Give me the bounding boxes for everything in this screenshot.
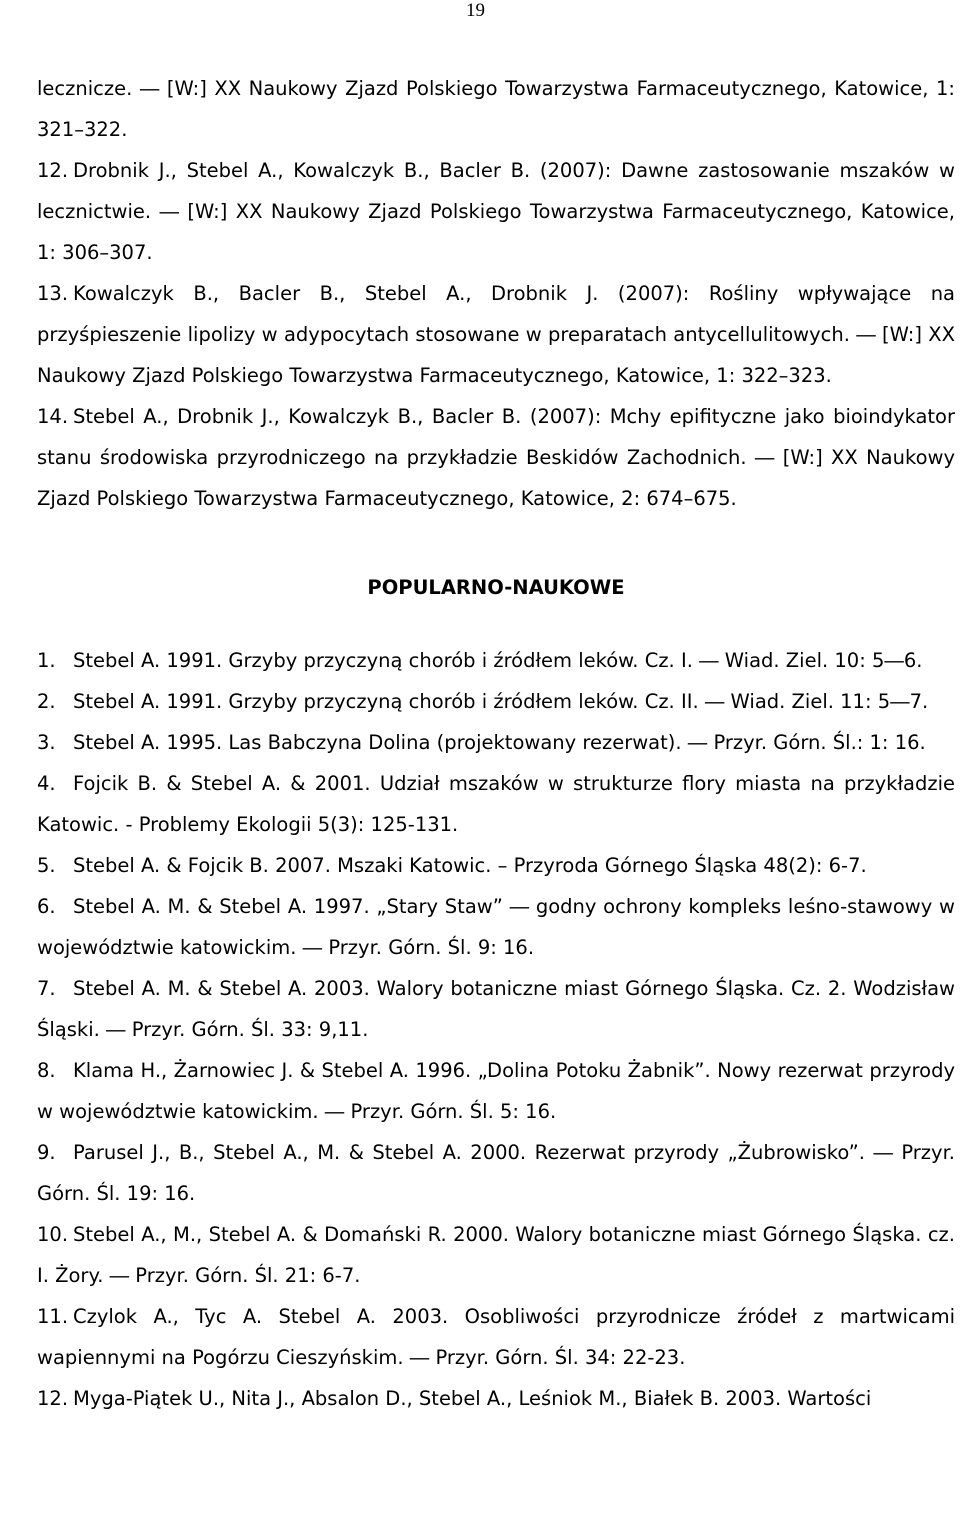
list-item (37, 886, 955, 968)
entry-number: 9. (37, 1141, 56, 1164)
page-number: 19 (466, 0, 485, 21)
entry-number: 5. (37, 854, 56, 877)
entry-text: Stebel A., Drobnik J., Kowalczyk B., Bacler B. (2007): Mchy epifityczne jako bioindykator stanu środowiska przyrodniczego na przykładzie Beskidów Zachodnich. ― [W:] XX Naukowy Zjazd Polskiego Towarzystwa Farmaceutycznego, Katowice, 2: 674–675. (37, 405, 955, 510)
entry-text: Stebel A., M., Stebel A. & Domański R. 2000. Walory botaniczne miast Górnego Śląska. cz. I. Żory. ― Przyr. Górn. Śl. 21: 6-7. (37, 1223, 955, 1287)
list-item (37, 1378, 955, 1419)
entry-number: 14. (37, 405, 69, 428)
document-body (37, 68, 955, 1419)
entry-number: 11. (37, 1305, 69, 1328)
list-item (37, 722, 955, 763)
bibliography-section-scientific (37, 68, 955, 519)
entry-text: Stebel A. & Fojcik B. 2007. Mszaki Katowic. – Przyroda Górnego Śląska 48(2): 6-7. (73, 854, 867, 877)
list-item (37, 396, 955, 519)
list-item (37, 1214, 955, 1296)
entry-number: 2. (37, 690, 56, 713)
entry-number: 12. (37, 159, 69, 182)
bibliography-section-popular (37, 640, 955, 1419)
entry-number: 6. (37, 895, 56, 918)
entry-text: Stebel A. 1991. Grzyby przyczyną chorób i źródłem leków. Cz. I. ― Wiad. Ziel. 10: 5―6. (73, 649, 923, 672)
entry-number: 3. (37, 731, 56, 754)
entry-number: 10. (37, 1223, 69, 1246)
list-item (37, 681, 955, 722)
entry-text: Czylok A., Tyc A. Stebel A. 2003. Osobliwości przyrodnicze źródeł z martwicami wapiennymi na Pogórzu Cieszyńskim. ― Przyr. Górn. Śl. 34: 22-23. (37, 1305, 955, 1369)
list-item (37, 845, 955, 886)
entry-text: lecznicze. ― [W:] XX Naukowy Zjazd Polskiego Towarzystwa Farmaceutycznego, Katowice, 1: 321–322. (37, 77, 955, 141)
list-item (37, 150, 955, 273)
list-item (37, 640, 955, 681)
entry-number: 4. (37, 772, 56, 795)
entry-text: Drobnik J., Stebel A., Kowalczyk B., Bacler B. (2007): Dawne zastosowanie mszaków w lecznictwie. ― [W:] XX Naukowy Zjazd Polskiego Towarzystwa Farmaceutycznego, Katowice, 1: 306–307. (37, 159, 955, 264)
list-item (37, 968, 955, 1050)
entry-text: Parusel J., B., Stebel A., M. & Stebel A. 2000. Rezerwat przyrody „Żubrowisko”. ― Przyr. Górn. Śl. 19: 16. (37, 1141, 955, 1205)
list-item (37, 273, 955, 396)
section-heading: POPULARNO-NAUKOWE (367, 576, 625, 599)
entry-text: Stebel A. M. & Stebel A. 1997. „Stary Staw” ― godny ochrony kompleks leśno-stawowy w województwie katowickim. ― Przyr. Górn. Śl. 9: 16. (37, 895, 955, 959)
entry-number: 13. (37, 282, 69, 305)
list-item (37, 763, 955, 845)
entry-number: 12. (37, 1387, 69, 1410)
entry-text: Klama H., Żarnowiec J. & Stebel A. 1996. „Dolina Potoku Żabnik”. Nowy rezerwat przyrody w województwie katowickim. ― Przyr. Górn. Śl. 5: 16. (37, 1059, 955, 1123)
entry-number: 7. (37, 977, 56, 1000)
list-item (37, 68, 955, 150)
list-item (37, 1050, 955, 1132)
entry-text: Stebel A. M. & Stebel A. 2003. Walory botaniczne miast Górnego Śląska. Cz. 2. Wodzisław Śląski. ― Przyr. Górn. Śl. 33: 9,11. (37, 977, 955, 1041)
entry-number: 8. (37, 1059, 56, 1082)
entry-text: Stebel A. 1991. Grzyby przyczyną chorób i źródłem leków. Cz. II. ― Wiad. Ziel. 11: 5―7. (73, 690, 929, 713)
list-item (37, 1132, 955, 1214)
list-item (37, 1296, 955, 1378)
entry-text: Stebel A. 1995. Las Babczyna Dolina (projektowany rezerwat). ― Przyr. Górn. Śl.: 1: 16. (73, 731, 926, 754)
entry-text: Fojcik B. & Stebel A. & 2001. Udział mszaków w strukturze flory miasta na przykładzie Katowic. - Problemy Ekologii 5(3): 125-131. (37, 772, 955, 836)
entry-number: 1. (37, 649, 56, 672)
entry-text: Kowalczyk B., Bacler B., Stebel A., Drobnik J. (2007): Rośliny wpływające na przyśpieszenie lipolizy w adypocytach stosowane w preparatach antycellulitowych. ― [W:] XX Naukowy Zjazd Polskiego Towarzystwa Farmaceutycznego, Katowice, 1: 322–323. (37, 282, 955, 387)
entry-text: Myga-Piątek U., Nita J., Absalon D., Stebel A., Leśniok M., Białek B. 2003. Wartości (73, 1387, 872, 1410)
